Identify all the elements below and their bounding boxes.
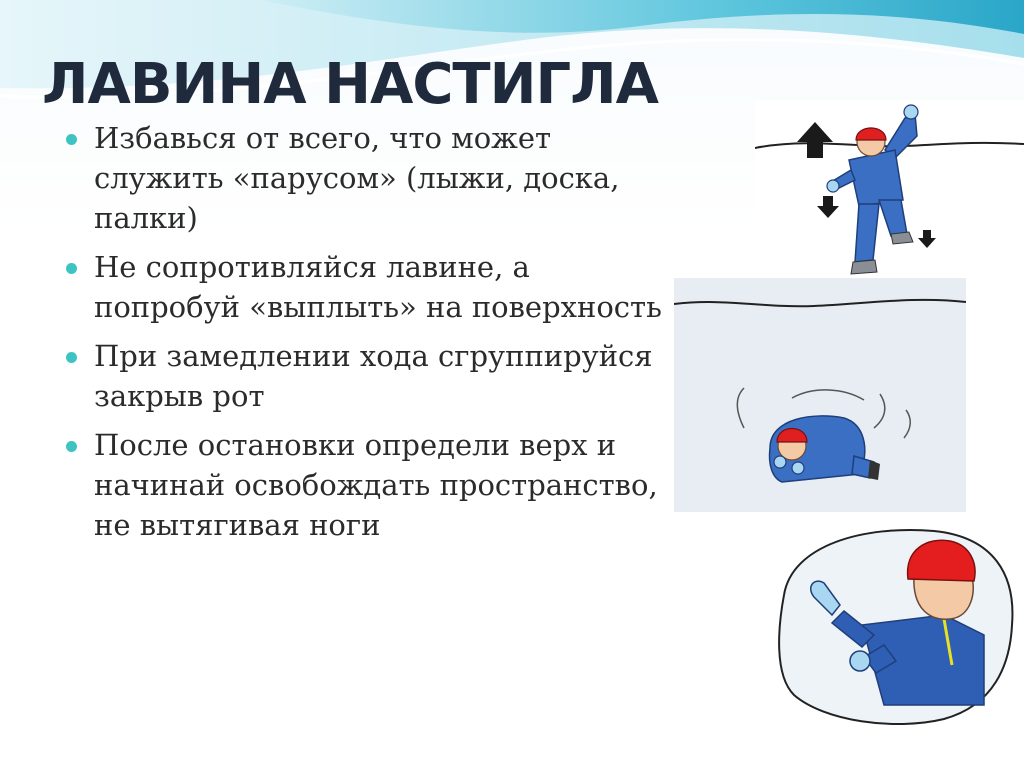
- skier-figure: [827, 105, 918, 274]
- down-arrow-icon: [918, 230, 936, 248]
- down-arrow-icon: [817, 196, 839, 218]
- free-space-illustration: [744, 515, 1024, 737]
- curl-up-illustration: [674, 278, 966, 512]
- up-arrow-icon: [797, 122, 833, 158]
- list-item: [62, 118, 672, 238]
- bullet-text: После остановки определи верх и начинай освобождать пространство, не вытягивая ноги: [94, 428, 658, 542]
- bullet-text: Избавься от всего, что может служить «парусом» (лыжи, доска, палки): [94, 121, 620, 235]
- swim-up-illustration: [755, 100, 1024, 290]
- list-item: [62, 247, 672, 327]
- page-title: ЛАВИНА НАСТИГЛА: [42, 52, 659, 117]
- bullet-text: Не сопротивляйся лавине, а попробуй «выплыть» на поверхность: [94, 250, 662, 324]
- bullet-text: При замедлении хода сгруппируйся закрыв рот: [94, 339, 653, 413]
- list-item: [62, 425, 672, 545]
- bullet-list: [62, 118, 672, 554]
- skier-figure: [770, 416, 881, 482]
- bullet-icon: [66, 263, 77, 274]
- bullet-icon: [66, 352, 77, 363]
- bullet-icon: [66, 441, 77, 452]
- bullet-icon: [66, 134, 77, 145]
- list-item: [62, 336, 672, 416]
